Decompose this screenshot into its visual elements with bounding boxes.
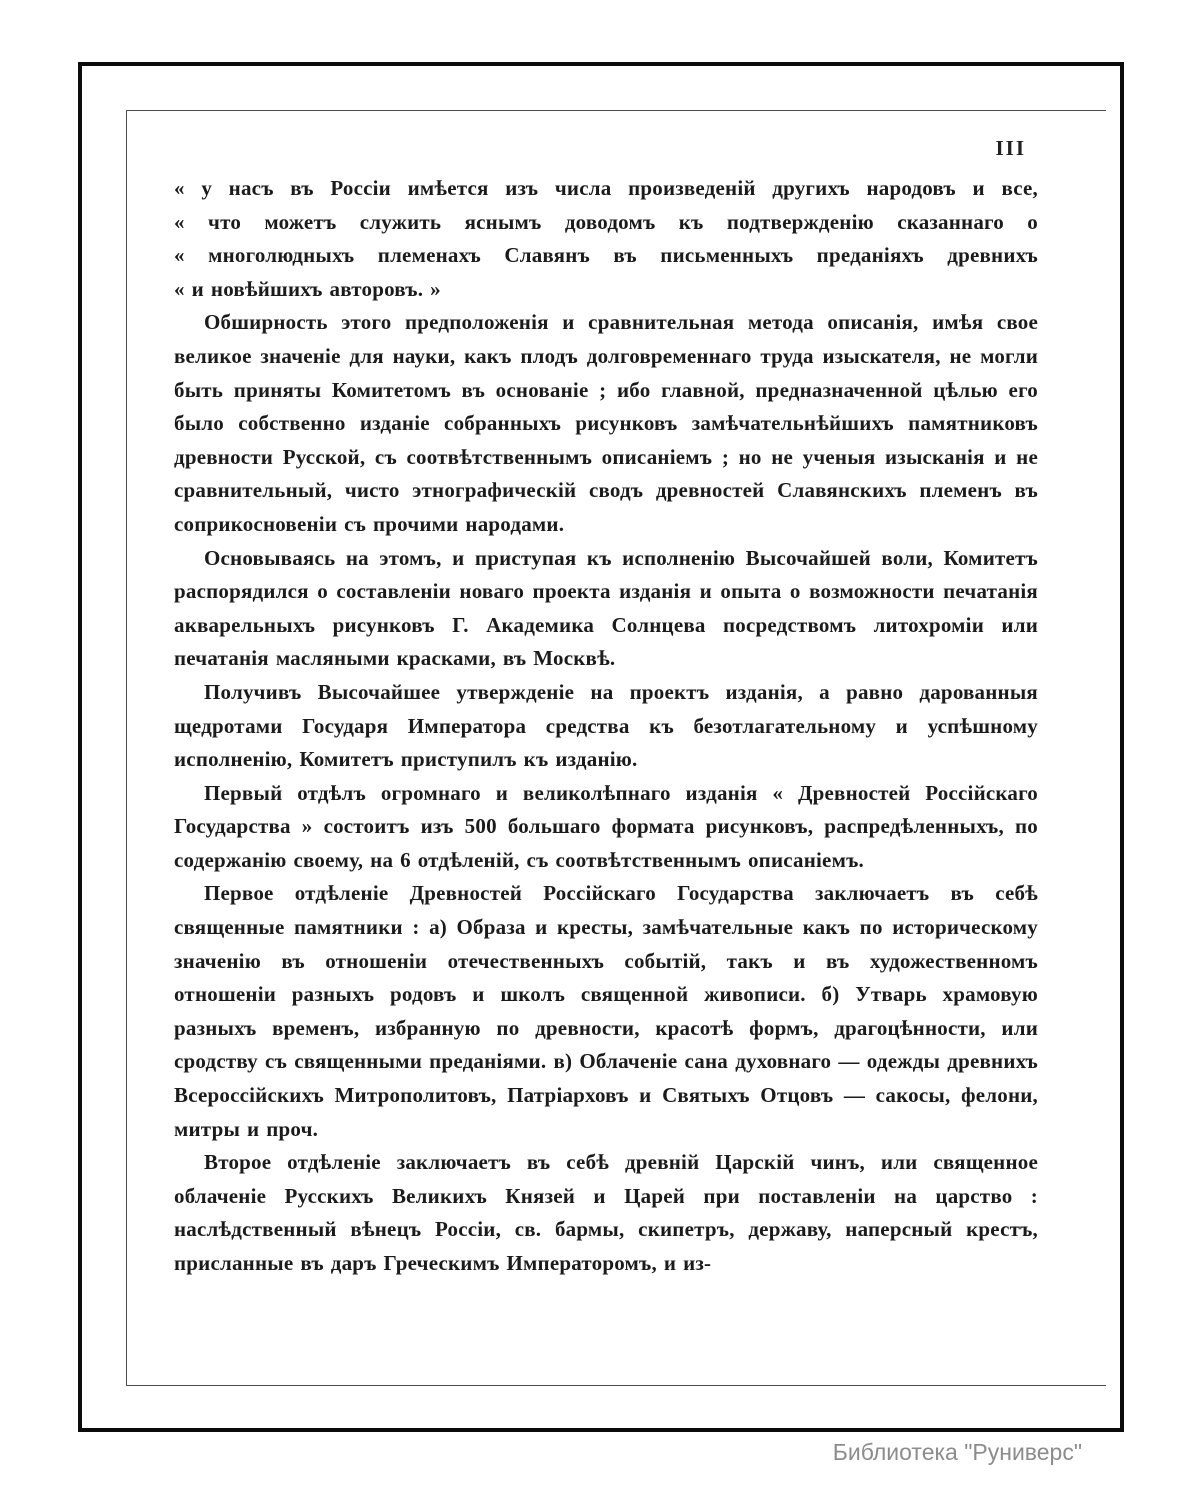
paragraph: Первое отдѣленіе Древностей Россійскаго Государства заключаетъ въ себѣ священные памятники : а) Образа и кресты, замѣчательные какъ по историческому значенію въ отношеніи отечественныхъ событій, такъ и въ художественномъ отношеніи разныхъ родовъ и школъ священной живописи. б) Утварь храмовую разныхъ временъ, избранную по древности, красотѣ формъ, драгоцѣнности, или сродству съ священными преданіями. в) Облаченіе сана духовнаго — одежды древнихъ Всероссійскихъ Митрополитовъ, Патріарховъ и Святыхъ Отцовъ — сакосы, фелони, митры и проч.	[174, 881, 1038, 1141]
quote-block	[174, 172, 1038, 306]
inner-rule-bottom	[126, 1385, 1106, 1386]
quote-line: « многолюдныхъ племенахъ Славянъ въ письменныхъ преданіяхъ древнихъ	[174, 243, 1038, 268]
quote-line: « что можетъ служить яснымъ доводомъ къ подтвержденію сказаннаго о	[174, 209, 1038, 234]
paragraph: Получивъ Высочайшее утвержденіе на проектъ изданія, а равно дарованныя щедротами Государя Императора средства къ безотлагательному и успѣшному исполненію, Комитетъ приступилъ къ изданію.	[174, 679, 1038, 772]
quote-line: « и новѣйшихъ авторовъ. »	[174, 276, 441, 301]
watermark: Библиотека "Руниверс"	[832, 1439, 1082, 1465]
paragraph: Обширность этого предположенія и сравнительная метода описанія, имѣя свое великое значеніе для науки, какъ плодъ долговременнаго труда изыскателя, не могли быть приняты Комитетомъ въ основаніе ; ибо главной, предназначенной цѣлью его было собственно изданіе собранныхъ рисунковъ замѣчательнѣйшихъ памятниковъ древности Русской, съ соотвѣтственнымъ описаніемъ ; но не ученыя изысканія и не сравнительный, чисто этнографическій сводъ древностей Славянскихъ племенъ въ соприкосновеніи съ прочими народами.	[174, 310, 1038, 536]
text-block	[174, 172, 1038, 1281]
quote-line: « у насъ въ Россіи имѣется изъ числа произведеній другихъ народовъ и все,	[174, 176, 1038, 200]
page-frame	[78, 62, 1124, 1432]
inner-rule-left	[126, 110, 127, 1386]
paragraph: Первый отдѣлъ огромнаго и великолѣпнаго изданія « Древностей Россійскаго Государства » состоитъ изъ 500 большаго формата рисунковъ, распредѣленныхъ, по содержанію своему, на 6 отдѣленій, съ соотвѣтственнымъ описаніемъ.	[174, 780, 1038, 872]
paragraph: Основываясь на этомъ, и приступая къ исполненію Высочайшей воли, Комитетъ распорядился о составленіи новаго проекта изданія и опыта о возможности печатанія акварельныхъ рисунковъ Г. Академика Солнцева посредствомъ литохроміи или печатанія масляными красками, въ Москвѣ.	[174, 545, 1038, 671]
inner-rule-top	[126, 110, 1106, 111]
paragraph: Второе отдѣленіе заключаетъ въ себѣ древній Царскій чинъ, или священное облаченіе Русскихъ Великихъ Князей и Царей при поставленіи на царство : наслѣдственный вѣнецъ Россіи, св. бармы, скипетръ, державу, наперсный крестъ, присланные въ даръ Греческимъ Императоромъ, и из-	[174, 1150, 1038, 1275]
page-number: III	[995, 136, 1026, 160]
